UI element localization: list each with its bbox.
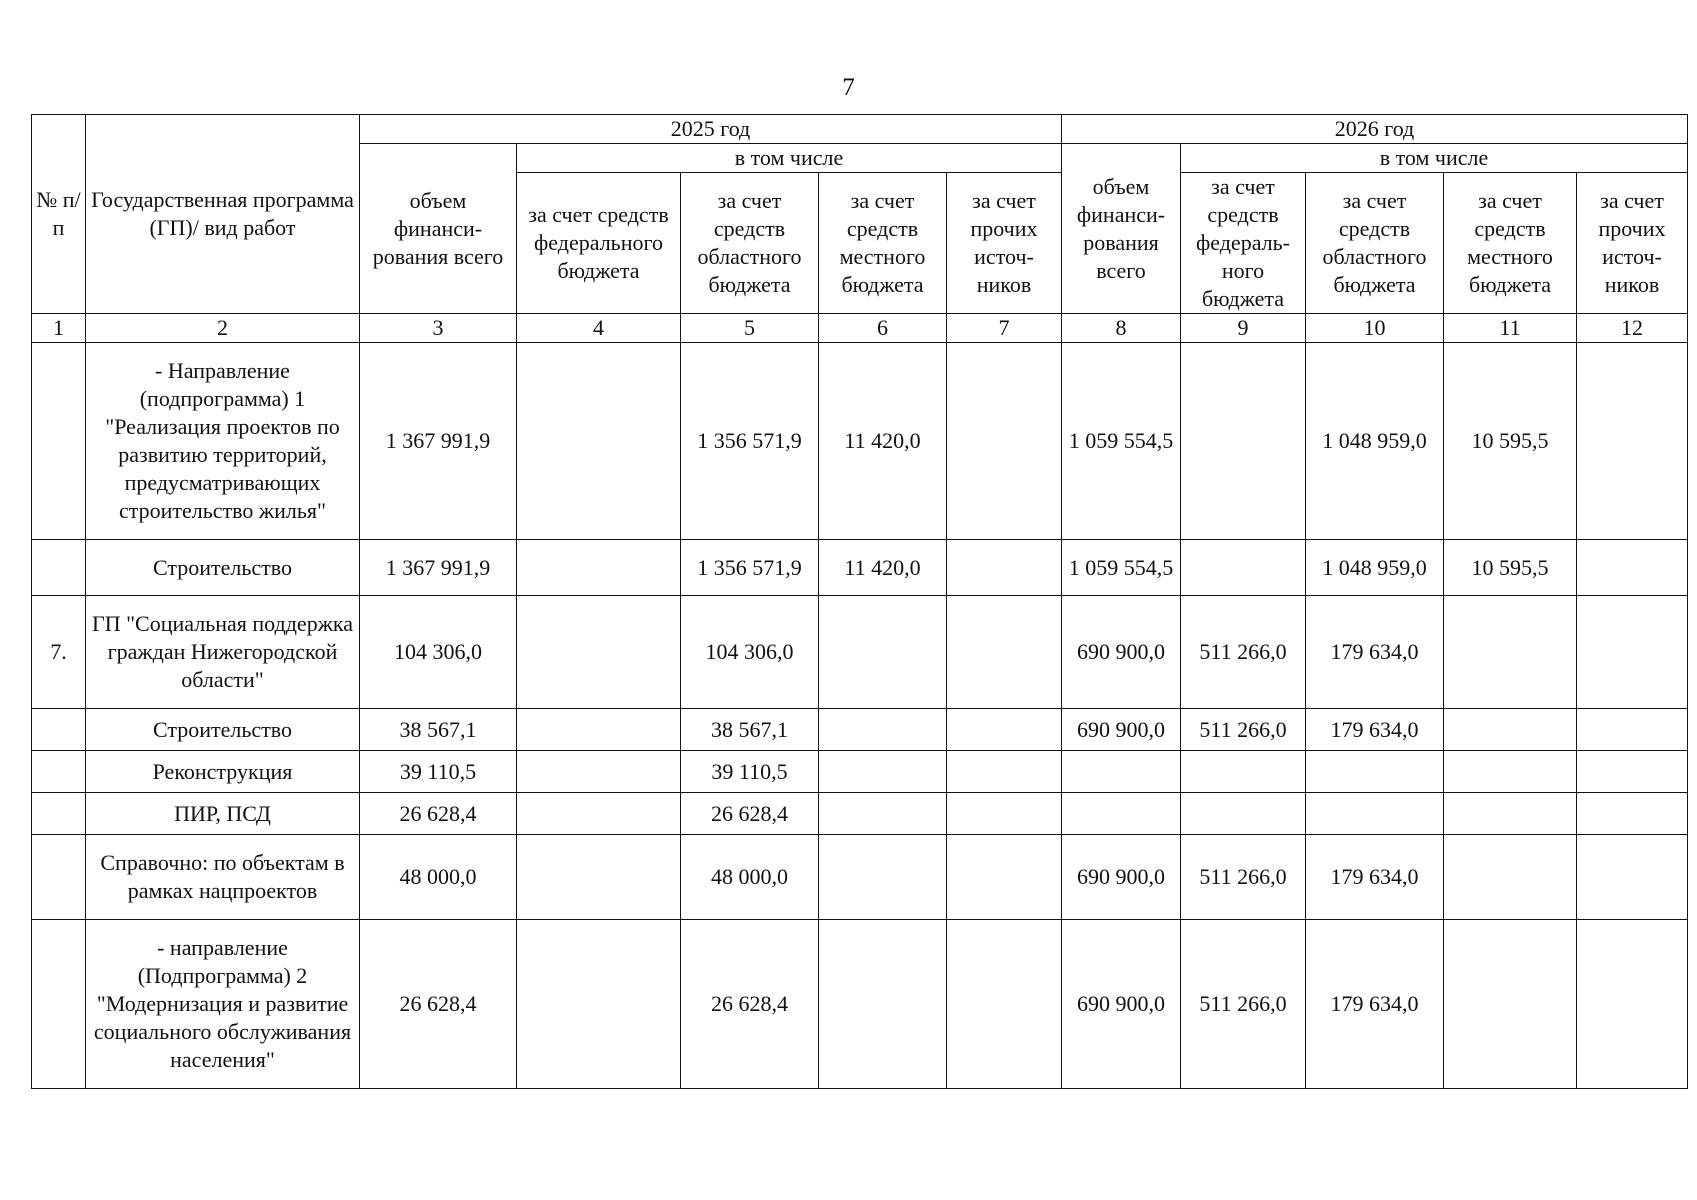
- cell-2025-federal: [517, 920, 681, 1089]
- table-row: [32, 709, 1688, 751]
- cell-2025-other: [947, 540, 1062, 596]
- column-number: 1: [32, 314, 86, 343]
- cell-2025-federal: [517, 793, 681, 835]
- header-2025-regional: за счет средств областного бюджета: [681, 173, 819, 314]
- cell-2026-federal: [1181, 751, 1306, 793]
- column-number: 9: [1181, 314, 1306, 343]
- column-number: 12: [1577, 314, 1688, 343]
- cell-2026-total: 690 900,0: [1062, 835, 1181, 920]
- header-2025-local: за счет средств местного бюджета: [819, 173, 947, 314]
- cell-2026-local: 10 595,5: [1444, 540, 1577, 596]
- row-program-name: Реконструкция: [86, 751, 360, 793]
- cell-2026-federal: 511 266,0: [1181, 596, 1306, 709]
- cell-2026-local: [1444, 751, 1577, 793]
- row-program-name: Строительство: [86, 540, 360, 596]
- header-2026-in-total: в том числе: [1181, 144, 1688, 173]
- cell-2025-local: [819, 920, 947, 1089]
- cell-2025-total: 38 567,1: [360, 709, 517, 751]
- cell-2026-local: [1444, 793, 1577, 835]
- table-row: [32, 596, 1688, 709]
- table-row: [32, 920, 1688, 1089]
- cell-2025-total: 48 000,0: [360, 835, 517, 920]
- cell-2026-federal: [1181, 540, 1306, 596]
- cell-2025-local: 11 420,0: [819, 540, 947, 596]
- table-header: [32, 115, 1688, 343]
- column-number: 4: [517, 314, 681, 343]
- cell-2026-total: [1062, 751, 1181, 793]
- header-2026-regional: за счет средств областного бюджета: [1306, 173, 1444, 314]
- header-year-2025: 2025 год: [360, 115, 1062, 144]
- page-number: 7: [842, 74, 855, 101]
- cell-2026-other: [1577, 709, 1688, 751]
- header-num: № п/п: [32, 115, 86, 314]
- cell-2025-other: [947, 920, 1062, 1089]
- row-number: 7.: [32, 596, 86, 709]
- cell-2025-regional: 104 306,0: [681, 596, 819, 709]
- row-number: [32, 835, 86, 920]
- row-program-name: ГП "Социальная поддержка граждан Нижегородской области": [86, 596, 360, 709]
- cell-2026-total: 1 059 554,5: [1062, 343, 1181, 540]
- column-number: 3: [360, 314, 517, 343]
- cell-2025-other: [947, 343, 1062, 540]
- column-number: 5: [681, 314, 819, 343]
- header-2025-in-total: в том числе: [517, 144, 1062, 173]
- cell-2025-regional: 1 356 571,9: [681, 540, 819, 596]
- header-program: Государственная программа (ГП)/ вид работ: [86, 115, 360, 314]
- table-row: [32, 343, 1688, 540]
- cell-2026-other: [1577, 793, 1688, 835]
- row-program-name: ПИР, ПСД: [86, 793, 360, 835]
- row-program-name: Строительство: [86, 709, 360, 751]
- cell-2026-total: 690 900,0: [1062, 920, 1181, 1089]
- cell-2026-regional: [1306, 793, 1444, 835]
- budget-table: [31, 114, 1688, 1089]
- cell-2025-other: [947, 793, 1062, 835]
- row-number: [32, 709, 86, 751]
- table-row: [32, 751, 1688, 793]
- cell-2025-other: [947, 709, 1062, 751]
- cell-2026-regional: 1 048 959,0: [1306, 343, 1444, 540]
- cell-2026-other: [1577, 343, 1688, 540]
- cell-2025-local: [819, 751, 947, 793]
- cell-2025-federal: [517, 540, 681, 596]
- cell-2025-regional: 39 110,5: [681, 751, 819, 793]
- cell-2026-other: [1577, 835, 1688, 920]
- row-number: [32, 540, 86, 596]
- cell-2026-local: [1444, 835, 1577, 920]
- row-program-name: - направление (Подпрограмма) 2 "Модернизация и развитие социального обслуживания населения": [86, 920, 360, 1089]
- cell-2025-regional: 38 567,1: [681, 709, 819, 751]
- header-row-years: [32, 115, 1688, 144]
- cell-2026-local: [1444, 920, 1577, 1089]
- cell-2025-federal: [517, 343, 681, 540]
- cell-2026-other: [1577, 751, 1688, 793]
- cell-2026-local: [1444, 596, 1577, 709]
- cell-2026-federal: 511 266,0: [1181, 835, 1306, 920]
- column-number-row: [32, 314, 1688, 343]
- cell-2025-federal: [517, 751, 681, 793]
- table-row: [32, 793, 1688, 835]
- cell-2026-federal: [1181, 343, 1306, 540]
- cell-2026-other: [1577, 540, 1688, 596]
- row-number: [32, 751, 86, 793]
- column-number: 10: [1306, 314, 1444, 343]
- cell-2026-regional: 179 634,0: [1306, 835, 1444, 920]
- cell-2025-regional: 26 628,4: [681, 920, 819, 1089]
- cell-2026-federal: [1181, 793, 1306, 835]
- cell-2025-total: 1 367 991,9: [360, 343, 517, 540]
- column-number: 11: [1444, 314, 1577, 343]
- column-number: 8: [1062, 314, 1181, 343]
- cell-2025-total: 104 306,0: [360, 596, 517, 709]
- cell-2025-regional: 48 000,0: [681, 835, 819, 920]
- cell-2025-federal: [517, 709, 681, 751]
- cell-2026-local: [1444, 709, 1577, 751]
- cell-2025-federal: [517, 835, 681, 920]
- cell-2026-total: [1062, 793, 1181, 835]
- table-row: [32, 540, 1688, 596]
- cell-2025-other: [947, 596, 1062, 709]
- cell-2025-regional: 26 628,4: [681, 793, 819, 835]
- cell-2026-regional: 1 048 959,0: [1306, 540, 1444, 596]
- cell-2025-federal: [517, 596, 681, 709]
- cell-2025-local: 11 420,0: [819, 343, 947, 540]
- cell-2025-local: [819, 596, 947, 709]
- cell-2025-regional: 1 356 571,9: [681, 343, 819, 540]
- cell-2026-total: 690 900,0: [1062, 596, 1181, 709]
- cell-2026-federal: 511 266,0: [1181, 709, 1306, 751]
- column-number: 6: [819, 314, 947, 343]
- table-body: [32, 343, 1688, 1089]
- cell-2025-local: [819, 709, 947, 751]
- header-2026-federal: за счет средств федераль-ного бюджета: [1181, 173, 1306, 314]
- header-2026-local: за счет средств местного бюджета: [1444, 173, 1577, 314]
- cell-2026-federal: 511 266,0: [1181, 920, 1306, 1089]
- cell-2026-other: [1577, 920, 1688, 1089]
- header-2025-federal: за счет средств федерального бюджета: [517, 173, 681, 314]
- header-year-2026: 2026 год: [1062, 115, 1688, 144]
- cell-2026-total: 690 900,0: [1062, 709, 1181, 751]
- cell-2025-total: 39 110,5: [360, 751, 517, 793]
- column-number: 2: [86, 314, 360, 343]
- header-2025-total: объем финанси-рования всего: [360, 144, 517, 314]
- cell-2025-other: [947, 835, 1062, 920]
- cell-2025-total: 26 628,4: [360, 793, 517, 835]
- row-program-name: - Направление (подпрограмма) 1 "Реализация проектов по развитию территорий, предусматривающих строительство жилья": [86, 343, 360, 540]
- header-2026-total: объем финанси-рования всего: [1062, 144, 1181, 314]
- cell-2025-total: 26 628,4: [360, 920, 517, 1089]
- row-program-name: Справочно: по объектам в рамках нацпроектов: [86, 835, 360, 920]
- cell-2025-local: [819, 793, 947, 835]
- cell-2026-local: 10 595,5: [1444, 343, 1577, 540]
- cell-2025-other: [947, 751, 1062, 793]
- row-number: [32, 920, 86, 1089]
- column-number: 7: [947, 314, 1062, 343]
- cell-2026-regional: 179 634,0: [1306, 709, 1444, 751]
- cell-2026-total: 1 059 554,5: [1062, 540, 1181, 596]
- cell-2026-regional: [1306, 751, 1444, 793]
- cell-2025-total: 1 367 991,9: [360, 540, 517, 596]
- cell-2026-regional: 179 634,0: [1306, 920, 1444, 1089]
- header-2026-other: за счет прочих источ-ников: [1577, 173, 1688, 314]
- cell-2026-regional: 179 634,0: [1306, 596, 1444, 709]
- row-number: [32, 343, 86, 540]
- cell-2025-local: [819, 835, 947, 920]
- header-2025-other: за счет прочих источ-ников: [947, 173, 1062, 314]
- row-number: [32, 793, 86, 835]
- cell-2026-other: [1577, 596, 1688, 709]
- table-row: [32, 835, 1688, 920]
